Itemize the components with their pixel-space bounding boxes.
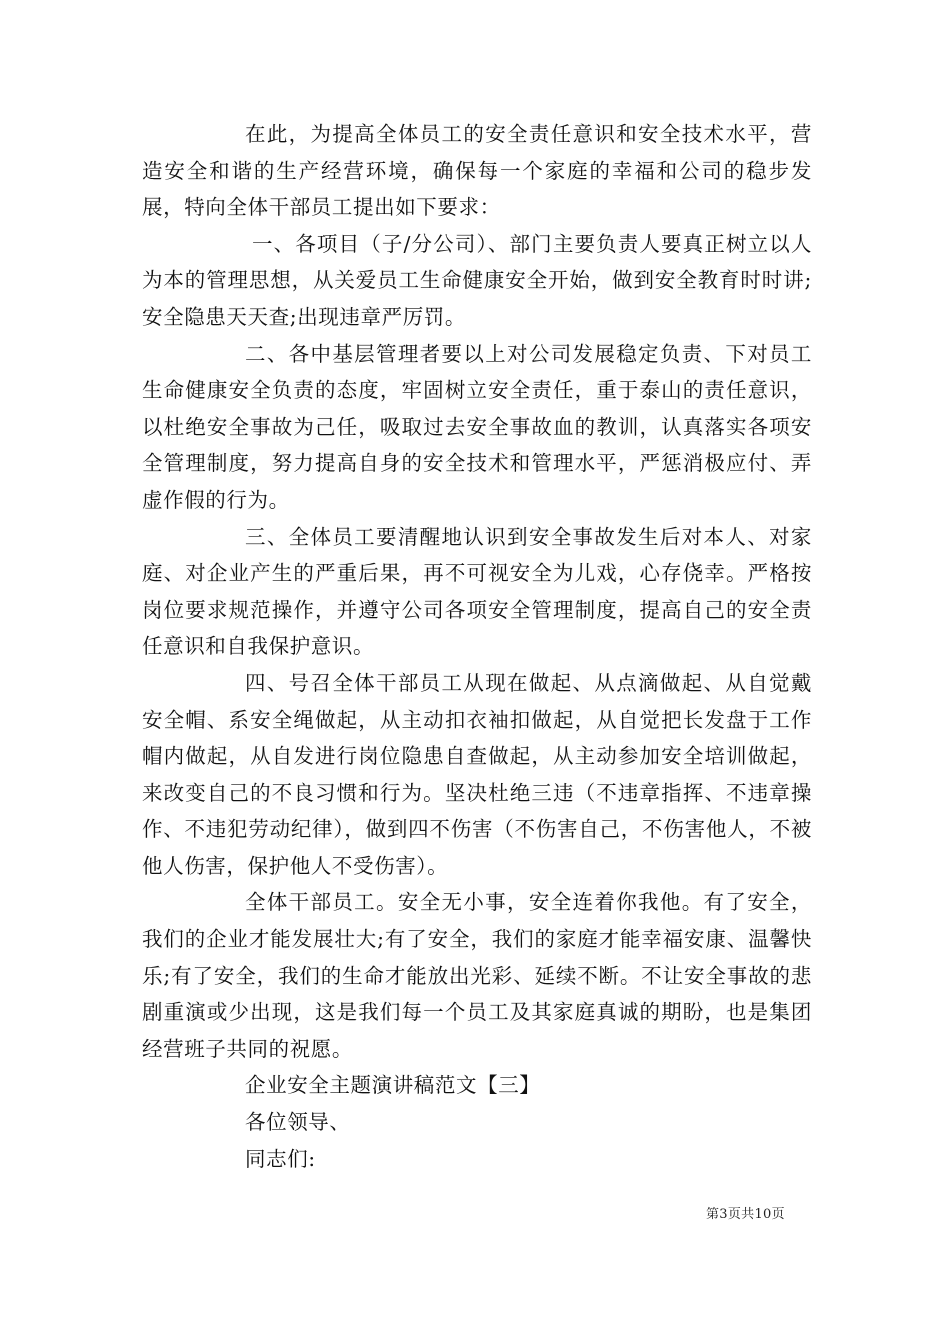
- salutation-comrades: 同志们:: [245, 1146, 316, 1171]
- paragraph-requirement-4: 四、号召全体干部员工从现在做起、从点滴做起、从自觉戴安全帽、系安全绳做起，从主动扣衣袖扣做起，从自觉把长发盘于工作帽内做起，从自发进行岗位隐患自查做起，从主动参加安全培训做起，来改变自己的不良习惯和行为。坚决杜绝三违（不违章指挥、不违章操作、不违犯劳动纪律），做到四不伤害（不伤害自己，不伤害他人，不被他人伤害，保护他人不受伤害）。: [142, 670, 812, 878]
- document-body: [142, 116, 812, 1177]
- paragraph-requirement-2: 二、各中基层管理者要以上对公司发展稳定负责、下对员工生命健康安全负责的态度，牢固树立安全责任，重于泰山的责任意识，以杜绝安全事故为己任，吸取过去安全事故血的教训，认真落实各项安全管理制度，努力提高自身的安全技术和管理水平，严惩消极应付、弄虚作假的行为。: [142, 341, 812, 512]
- paragraph-conclusion: 全体干部员工。安全无小事，安全连着你我他。有了安全，我们的企业才能发展壮大;有了安全，我们的家庭才能幸福安康、温馨快乐;有了安全，我们的生命才能放出光彩、延续不断。不让安全事故的悲剧重演或少出现，这是我们每一个员工及其家庭真诚的期盼，也是集团经营班子共同的祝愿。: [142, 890, 812, 1061]
- page-number-footer: 第3页共10页: [706, 1207, 785, 1222]
- section-heading: 企业安全主题演讲稿范文【三】: [245, 1073, 541, 1098]
- paragraph-intro: 在此，为提高全体员工的安全责任意识和安全技术水平，营造安全和谐的生产经营环境，确保每一个家庭的幸福和公司的稳步发展，特向全体干部员工提出如下要求：: [142, 122, 812, 220]
- paragraph-requirement-3: 三、全体员工要清醒地认识到安全事故发生后对本人、对家庭、对企业产生的严重后果，再不可视安全为儿戏，心存侥幸。严格按岗位要求规范操作，并遵守公司各项安全管理制度，提高自己的安全责任意识和自我保护意识。: [142, 524, 812, 659]
- paragraph-requirement-1: 一、各项目（子/分公司）、部门主要负责人要真正树立以人为本的管理思想，从关爱员工生命健康安全开始，做到安全教育时时讲;安全隐患天天查;出现违章严厉罚。: [142, 231, 812, 329]
- salutation-leaders: 各位领导、: [245, 1110, 351, 1135]
